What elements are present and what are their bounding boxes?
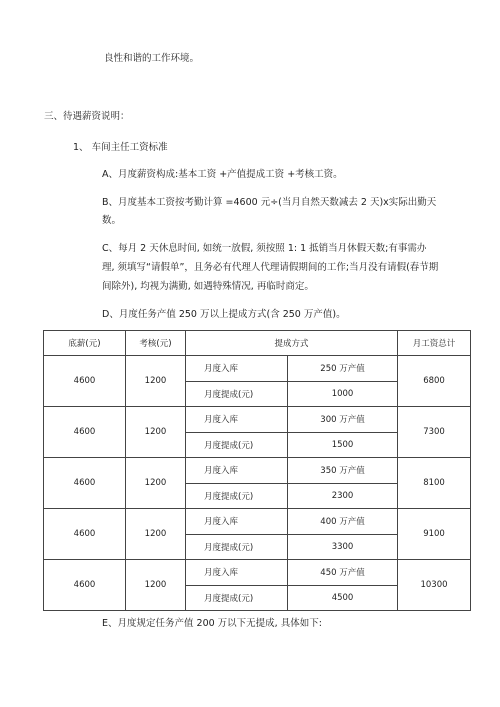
paragraph-e: E、月度规定任务产值 200 万以下无提成, 具体如下: <box>102 618 322 629</box>
cell-assess: 1200 <box>126 356 186 407</box>
intro-line: 良性和谐的工作环境。 <box>104 53 200 64</box>
table-row <box>44 356 471 382</box>
paragraph-c-line3: 间除外), 均视为满勤, 如遇特殊情况, 再临时商定。 <box>102 281 314 292</box>
cell-commission-label: 月度提成(元) <box>186 534 288 560</box>
cell-storage-value: 450 万产值 <box>288 560 398 586</box>
cell-commission-value: 1500 <box>288 432 398 458</box>
table-row <box>44 560 471 586</box>
table-row <box>44 458 471 484</box>
paragraph-b-line2: 数。 <box>102 215 122 226</box>
cell-total: 6800 <box>398 356 471 407</box>
cell-storage-label: 月度入库 <box>186 509 288 535</box>
cell-commission-label: 月度提成(元) <box>186 381 288 407</box>
paragraph-c-line2: 理, 须填写“请假单”，且务必有代理人代理请假期间的工作;当月没有请假(春节期 <box>102 262 439 273</box>
cell-base: 4600 <box>44 356 126 407</box>
paragraph-a: A、月度薪资构成:基本工资 +产值提成工资 +考核工资。 <box>102 169 343 180</box>
cell-total: 8100 <box>398 458 471 509</box>
salary-table <box>43 330 471 611</box>
paragraph-c-line1: C、每月 2 天休息时间, 如统一放假, 须按照 1: 1 抵销当月休假天数;有事需办 <box>102 243 427 254</box>
cell-commission-label: 月度提成(元) <box>186 432 288 458</box>
cell-commission-value: 2300 <box>288 483 398 509</box>
table-row <box>44 407 471 433</box>
cell-commission-value: 3300 <box>288 534 398 560</box>
cell-assess: 1200 <box>126 560 186 611</box>
cell-commission-value: 4500 <box>288 585 398 611</box>
cell-storage-value: 250 万产值 <box>288 356 398 382</box>
item-heading: 1、 车间主任工资标准 <box>73 142 168 153</box>
cell-storage-value: 300 万产值 <box>288 407 398 433</box>
cell-total: 7300 <box>398 407 471 458</box>
paragraph-b-line1: B、月度基本工资按考勤计算 =4600 元÷(当月自然天数减去 2 天)x实际出勤天 <box>102 197 437 208</box>
header-commission: 提成方式 <box>186 331 398 356</box>
cell-base: 4600 <box>44 509 126 560</box>
header-total: 月工资总计 <box>398 331 471 356</box>
cell-base: 4600 <box>44 560 126 611</box>
cell-commission-value: 1000 <box>288 381 398 407</box>
cell-assess: 1200 <box>126 458 186 509</box>
cell-commission-label: 月度提成(元) <box>186 483 288 509</box>
cell-storage-label: 月度入库 <box>186 407 288 433</box>
cell-total: 9100 <box>398 509 471 560</box>
paragraph-d: D、月度任务产值 250 万以上提成方式(含 250 万产值)。 <box>102 309 346 320</box>
section-heading: 三、待遇薪资说明： <box>44 111 130 122</box>
cell-storage-value: 350 万产值 <box>288 458 398 484</box>
header-assess: 考核(元) <box>126 331 186 356</box>
cell-assess: 1200 <box>126 509 186 560</box>
table-header-row <box>44 331 471 356</box>
cell-base: 4600 <box>44 458 126 509</box>
cell-total: 10300 <box>398 560 471 611</box>
cell-storage-label: 月度入库 <box>186 458 288 484</box>
cell-commission-label: 月度提成(元) <box>186 585 288 611</box>
table-row <box>44 509 471 535</box>
cell-assess: 1200 <box>126 407 186 458</box>
cell-storage-value: 400 万产值 <box>288 509 398 535</box>
cell-storage-label: 月度入库 <box>186 560 288 586</box>
cell-storage-label: 月度入库 <box>186 356 288 382</box>
header-base: 底薪(元) <box>44 331 126 356</box>
cell-base: 4600 <box>44 407 126 458</box>
